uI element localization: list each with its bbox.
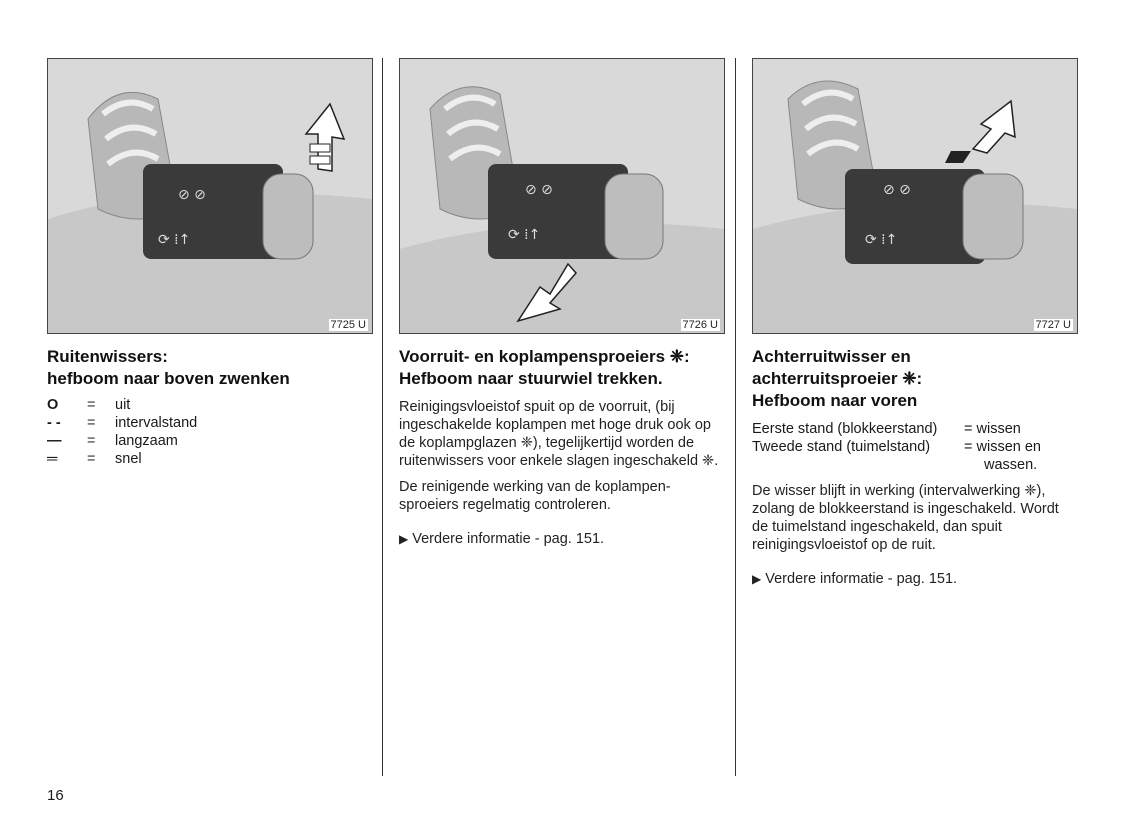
heading-washers (399, 346, 725, 390)
wiper-lever-illustration (400, 59, 724, 333)
legend-row (47, 414, 197, 432)
rear-wiper-positions (752, 420, 1078, 474)
position-value: = wissen en (964, 439, 1041, 455)
body-paragraph: Reinigingsvloeistof spuit op de voorruit, (bij ingeschakelde koplampen met hoge druk ook op de koplampglazen ❈), tegelijkertijd worden de ruitenwissers voor enkele slagen ingeschakeld ❈. (399, 399, 719, 469)
reference-link (399, 530, 725, 548)
heading-line: Hefboom naar stuurwiel trekken. (399, 369, 663, 388)
figure-wiper-lever-up (47, 58, 373, 334)
svg-text:⊘ ⊘: ⊘ ⊘ (178, 187, 206, 203)
legend-row (47, 396, 197, 414)
body-paragraph: De reinigende werking van de koplampen-sproeiers regelmatig controleren. (399, 479, 671, 513)
triangle-right-icon: ▶ (752, 572, 762, 586)
heading-line: Ruitenwissers: (47, 347, 168, 366)
legend-row (47, 432, 197, 450)
wiper-lever-illustration (48, 59, 372, 333)
heading-line: Hefboom naar voren (752, 391, 918, 410)
position-value-continuation: wassen. (984, 457, 1038, 473)
legend-text: langzaam (115, 433, 178, 449)
triangle-right-icon: ▶ (399, 532, 409, 546)
position-value: = wissen (964, 421, 1021, 437)
figure-code: 7725 U (330, 319, 366, 331)
wiper-lever-illustration (753, 59, 1077, 333)
figure-code: 7727 U (1035, 319, 1071, 331)
column-rear-wiper (752, 58, 1078, 588)
legend-symbol: - - (47, 415, 61, 431)
figure-wiper-lever-forward (752, 58, 1078, 334)
legend-symbol: O (47, 397, 59, 413)
position-label: Tweede stand (tuimelstand) (752, 439, 931, 455)
legend-text: uit (115, 397, 131, 413)
svg-text:⟳ ⁞↑: ⟳ ⁞↑ (865, 232, 898, 248)
heading-wipers (47, 346, 373, 390)
svg-text:⊘ ⊘: ⊘ ⊘ (525, 182, 553, 198)
heading-line: hefboom naar boven zwenken (47, 369, 290, 388)
svg-text:⟳ ⁞↑: ⟳ ⁞↑ (158, 232, 191, 248)
svg-text:⟳ ⁞↑: ⟳ ⁞↑ (508, 227, 541, 243)
legend-text: intervalstand (115, 415, 198, 431)
legend-row (47, 450, 197, 468)
column-divider (382, 58, 383, 776)
position-row (752, 438, 1078, 456)
heading-line: Voorruit- en koplampensproeiers ❈: (399, 347, 690, 366)
reference-text: Verdere informatie - pag. 151. (765, 571, 958, 587)
svg-text:⊘ ⊘: ⊘ ⊘ (883, 182, 911, 198)
position-row (752, 420, 1078, 438)
legend-equals: = (87, 451, 96, 467)
column-divider (735, 58, 736, 776)
figure-wiper-lever-pull (399, 58, 725, 334)
heading-line: Achterruitwisser en (752, 347, 911, 366)
page-number: 16 (47, 787, 64, 804)
heading-rear-wiper (752, 346, 1078, 412)
position-label: Eerste stand (blokkeerstand) (752, 421, 938, 437)
column-washers (399, 58, 725, 548)
legend-text: snel (115, 451, 142, 467)
legend-symbol: ═ (47, 451, 58, 467)
wiper-position-legend (47, 396, 197, 468)
legend-equals: = (87, 433, 96, 449)
reference-link (752, 570, 1078, 588)
body-paragraph: De wisser blijft in werking (intervalwerking ❈), zolang de blokkeerstand is ingeschakeld. Wordt de tuimelstand ingeschakeld, dan spuit reinigingsvloeistof op de ruit. (752, 483, 1059, 553)
legend-symbol: — (47, 433, 62, 449)
legend-equals: = (87, 397, 96, 413)
heading-line: achterruitsproeier ❈: (752, 369, 923, 388)
figure-code: 7726 U (682, 319, 718, 331)
reference-text: Verdere informatie - pag. 151. (412, 531, 605, 547)
legend-equals: = (87, 415, 96, 431)
column-wipers (47, 58, 373, 468)
